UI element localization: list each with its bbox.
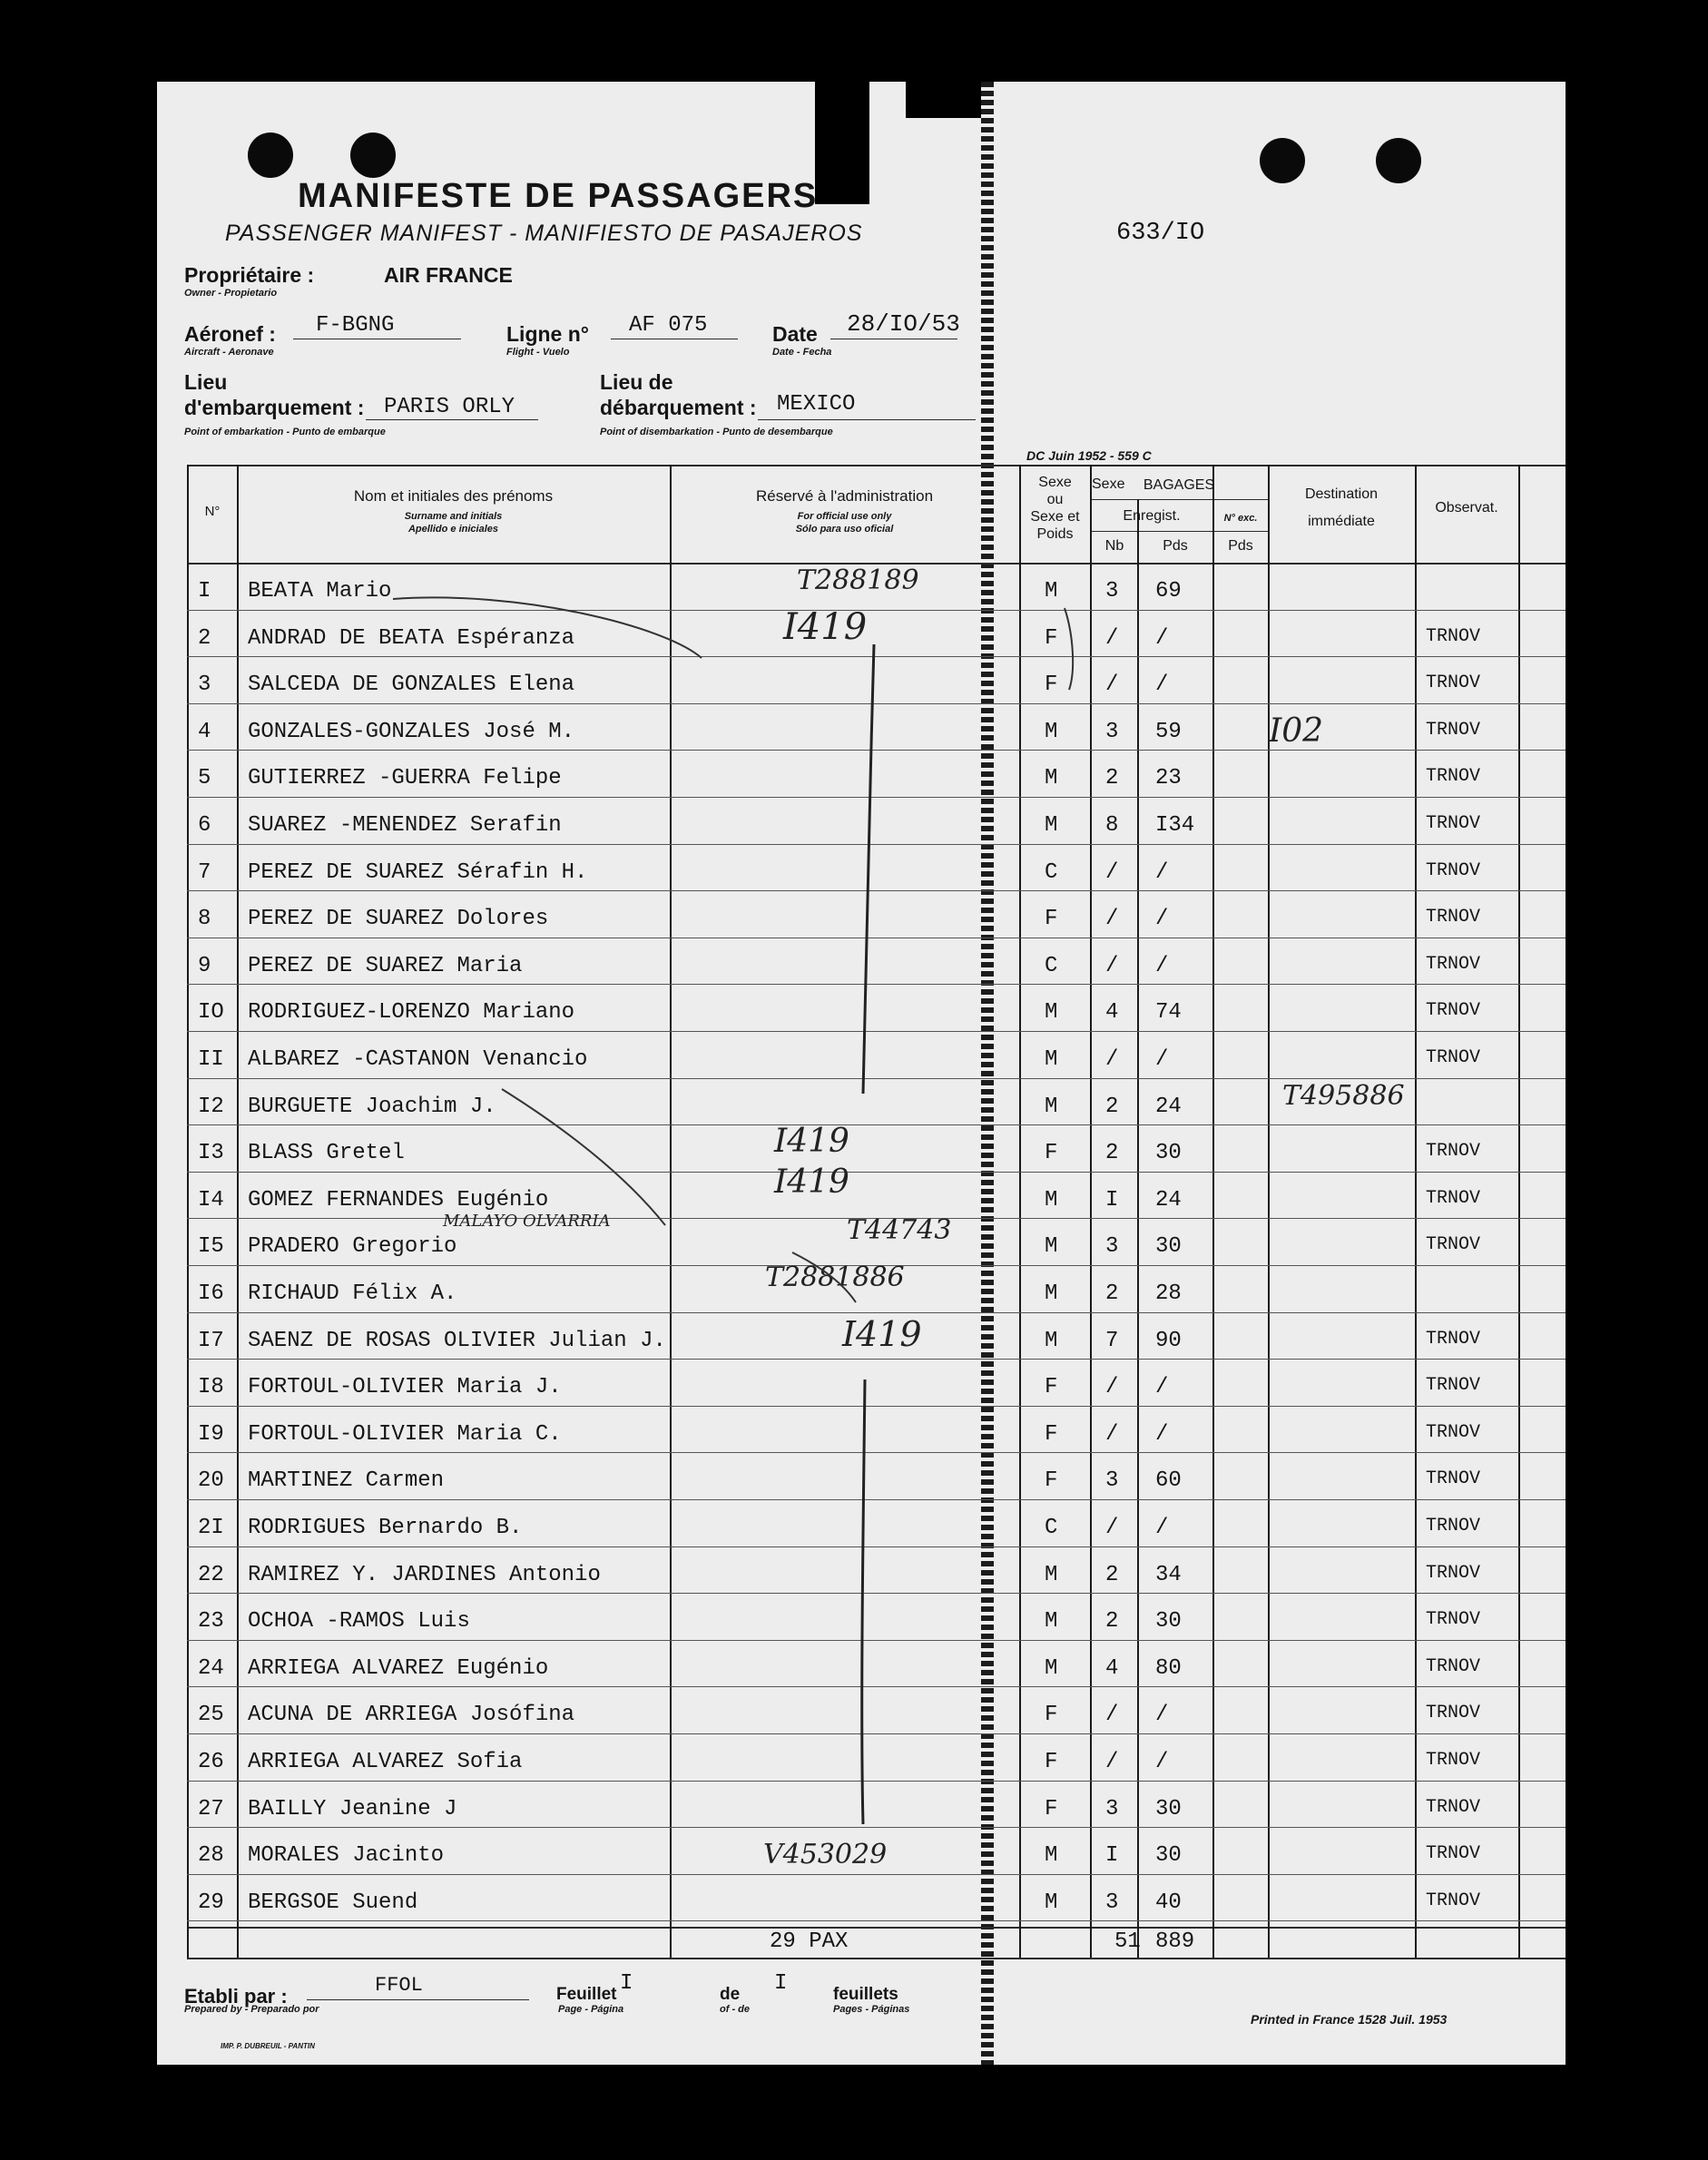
- observation: TRNOV: [1426, 1516, 1481, 1537]
- passenger-sex: M: [1045, 1047, 1058, 1072]
- observation: TRNOV: [1426, 1468, 1481, 1490]
- col-nb-header: Nb: [1104, 538, 1124, 554]
- passenger-sex: M: [1045, 1281, 1058, 1306]
- hand-note-t288189: T288189: [797, 565, 919, 596]
- passenger-sex: F: [1045, 1141, 1058, 1166]
- passenger-sex: M: [1045, 1187, 1058, 1213]
- baggage-weight: 69: [1155, 579, 1182, 604]
- passenger-sex: F: [1045, 1421, 1058, 1447]
- col-bagages-header: BAGAGES: [1143, 477, 1215, 493]
- embark-label-1: Lieu: [184, 370, 228, 394]
- passenger-name: BEATA Mario: [248, 579, 392, 604]
- prepared-value: FFOL: [375, 1974, 423, 1997]
- row-number: 9: [198, 953, 211, 978]
- baggage-count: I: [1105, 1187, 1119, 1213]
- baggage-count: /: [1105, 1750, 1119, 1774]
- baggage-weight: /: [1155, 1421, 1169, 1447]
- passenger-name: ARRIEGA ALVAREZ Eugénio: [248, 1655, 549, 1681]
- passenger-name: ALBAREZ -CASTANON Venancio: [248, 1047, 588, 1072]
- baggage-count: /: [1105, 625, 1119, 651]
- baggage-weight: 34: [1155, 1562, 1182, 1587]
- pax-total: 29 PAX: [770, 1929, 849, 1954]
- baggage-count: 2: [1105, 1562, 1119, 1587]
- baggage-weight: I34: [1155, 813, 1195, 838]
- hand-note-i419-c: I419: [774, 1163, 849, 1201]
- baggage-weight: 30: [1155, 1234, 1182, 1260]
- hand-note-i02: I02: [1269, 712, 1324, 750]
- observation: TRNOV: [1426, 673, 1481, 694]
- passenger-name: GOMEZ FERNANDES Eugénio: [248, 1187, 549, 1213]
- baggage-weight: 80: [1155, 1655, 1182, 1681]
- col-sex-header-3: Sexe et: [1030, 509, 1080, 525]
- passenger-name: RODRIGUES Bernardo B.: [248, 1516, 523, 1540]
- hand-vertical-strokes: [157, 82, 1566, 2065]
- col-dest-header-1: Destination: [1304, 486, 1379, 502]
- row-number: 28: [198, 1843, 224, 1869]
- passenger-name: SALCEDA DE GONZALES Elena: [248, 673, 575, 698]
- baggage-weight: 30: [1155, 1141, 1182, 1166]
- row-number: 29: [198, 1890, 224, 1915]
- of-value: I: [774, 1971, 788, 1996]
- baggage-count: 3: [1105, 1796, 1119, 1821]
- passenger-sex: M: [1045, 1234, 1058, 1260]
- passenger-sex: F: [1045, 625, 1058, 651]
- date-sub: Date - Fecha: [772, 347, 832, 358]
- observation: TRNOV: [1426, 1000, 1481, 1022]
- baggage-count: 7: [1105, 1328, 1119, 1353]
- observation: TRNOV: [1426, 1890, 1481, 1911]
- baggage-weight-total: 889: [1155, 1929, 1195, 1954]
- hand-note-t495886: T495886: [1282, 1080, 1405, 1112]
- baggage-count: 2: [1105, 766, 1119, 791]
- baggage-weight: 74: [1155, 1000, 1182, 1026]
- passenger-name: RICHAUD Félix A.: [248, 1281, 457, 1306]
- sheet-label: Feuillet: [556, 1985, 617, 2004]
- observation: TRNOV: [1426, 1655, 1481, 1677]
- col-enreg-header: Enregist.: [1123, 508, 1181, 524]
- baggage-count: /: [1105, 953, 1119, 978]
- passenger-name: PEREZ DE SUAREZ Sérafin H.: [248, 859, 588, 885]
- row-number: I2: [198, 1094, 224, 1119]
- hand-note-i419-b: I419: [774, 1123, 849, 1160]
- baggage-count: 4: [1105, 1000, 1119, 1026]
- observation: TRNOV: [1426, 1234, 1481, 1256]
- observation: TRNOV: [1426, 1187, 1481, 1209]
- baggage-count: /: [1105, 907, 1119, 932]
- flight-label: Ligne n°: [506, 322, 589, 346]
- observation: TRNOV: [1426, 1750, 1481, 1771]
- row-number: I3: [198, 1141, 224, 1166]
- row-number: I6: [198, 1281, 224, 1306]
- col-name-header: Nom et initiales des prénoms: [353, 487, 554, 505]
- baggage-count: /: [1105, 1516, 1119, 1540]
- prepared-sub: Prepared by - Preparado por: [184, 2004, 319, 2015]
- owner-value: AIR FRANCE: [384, 263, 513, 287]
- hand-note-i419-d: I419: [842, 1314, 922, 1354]
- of-sub: of - de: [720, 2004, 750, 2015]
- passenger-sex: C: [1045, 859, 1058, 885]
- baggage-count: /: [1105, 1375, 1119, 1400]
- observation: TRNOV: [1426, 953, 1481, 975]
- passenger-sex: C: [1045, 1516, 1058, 1540]
- baggage-weight: /: [1155, 1703, 1169, 1728]
- baggage-count: I: [1105, 1843, 1119, 1869]
- passenger-sex: M: [1045, 1328, 1058, 1353]
- baggage-weight: 30: [1155, 1843, 1182, 1869]
- manifest-paper: MANIFESTE DE PASSAGERS PASSENGER MANIFEST - MANIFIESTO DE PASAJEROS 633/IO Propriétaire : AIR FRANCE Owner - Propietario Aéronef : F-BGNG Aircraft - Aeronave Ligne n° AF 075 Flight - Vuelo Date 28/IO/53 Date - Fecha Lieu d'embarquement : PARIS ORLY Point of embarkation - Punto de embarque Lieu de débarquement : MEXICO Point of disembarkation - Punto de desembarque DC Juin 1952 - 559 C N° Nom et initiales des prénoms Surname and initials Apellido e iniciales Réservé à l'administration For official use only Sólo para uso oficial Sexe Sexe ou Sexe et Poids BAGAGES Enregist. Nb Pds N° exc. Pds Destination immédiate Observat. I BEATA Mario M 3 69 2 ANDRAD DE BEATA Espéranza F / / TRNOV 3 SALCEDA DE GONZALES Elena F / / TRNOV 4 GONZALES-GONZALES José M. M 3 59 TRNOV 5 GUTIERREZ -GUERRA Felipe M 2 23 TRNOV 6 SUAREZ -MENENDEZ Serafin M 8 I34 TRNOV 7 PEREZ DE SUAREZ Sérafin H. C / / TRNOV 8 PEREZ DE SUAREZ Dolores F / / TRNOV 9 PEREZ DE SUAREZ Maria C / / TRNOV IO RODRIGUEZ-LORENZO Mariano M 4 74 TRNOV II ALBAREZ -CASTANON Venancio M / / TRNOV I2 BURGUETE Joachim J. M 2 24 I3 BLASS Gretel F 2 30 TRNOV I4 GOMEZ FERNANDES Eugénio M I 24 TRNOV I5 PRADERO Gregorio M 3 30 TRNOV I6 RICHAUD Félix A. M 2 28 I7 SAENZ DE ROSAS OLIVIER Julian J. M 7 90 TRNOV I8 FORTOUL-OLIVIER Maria J. F / / TRNOV I9 FORTOUL-OLIVIER Maria C. F / / TRNOV 20 MARTINEZ Carmen F 3 60 TRNOV 2I RODRIGUES Bernardo B. C / / TRNOV 22 RAMIREZ Y. JARDINES Antonio M 2 34 TRNOV 23 OCHOA -RAMOS Luis M 2 30 TRNOV 24 ARRIEGA ALVAREZ Eugénio M 4 80 TRNOV 25 ACUNA DE ARRIEGA Josófina F / / TRNOV 26 ARRIEGA ALVAREZ Sofia F / / TRNOV 27 BAILLY Jeanine J F 3 30 TRNOV 28 MORALES Jacinto M I 30 TRNOV 29 BERGSOE Suend M 3 40 TRNOV T288189 I419 I02 T495886 I419 I419 T44743 MALAYO OLVARRIA T2881886 I419 V453029 29 PAX 51 889 Etabli par : FFOL Prepared by - Preparado por Feuillet I Page - Página de I of - de feuillets Pages - Páginas IMP. P. DUBREUIL - PANTIN Printed in France 1528 Juil. 1953: [157, 82, 1566, 2065]
- aircraft-value: F-BGNG: [316, 313, 395, 338]
- form-subtitle: PASSENGER MANIFEST - MANIFIESTO DE PASAJEROS: [225, 221, 863, 246]
- disembark-sub: Point of disembarkation - Punto de desembarque: [600, 427, 833, 437]
- passenger-sex: M: [1045, 1094, 1058, 1119]
- col-admin-header: Réservé à l'administration: [755, 487, 934, 505]
- observation: TRNOV: [1426, 1375, 1481, 1397]
- reference-number: 633/IO: [1116, 220, 1205, 247]
- observation: TRNOV: [1426, 1328, 1481, 1350]
- baggage-count-total: 51: [1114, 1929, 1141, 1954]
- passenger-sex: M: [1045, 1890, 1058, 1915]
- passenger-name: RODRIGUEZ-LORENZO Mariano: [248, 1000, 575, 1026]
- baggage-weight: 60: [1155, 1468, 1182, 1494]
- baggage-count: 3: [1105, 1234, 1119, 1260]
- passenger-name: ACUNA DE ARRIEGA Josófina: [248, 1703, 575, 1728]
- baggage-count: 3: [1105, 719, 1119, 744]
- passenger-name: BAILLY Jeanine J: [248, 1796, 457, 1821]
- baggage-count: 2: [1105, 1281, 1119, 1306]
- row-number: 7: [198, 859, 211, 885]
- row-number: I8: [198, 1375, 224, 1400]
- baggage-count: 2: [1105, 1141, 1119, 1166]
- baggage-count: 3: [1105, 1890, 1119, 1915]
- baggage-weight: /: [1155, 1750, 1169, 1774]
- baggage-weight: 90: [1155, 1328, 1182, 1353]
- baggage-weight: 40: [1155, 1890, 1182, 1915]
- observation: TRNOV: [1426, 859, 1481, 881]
- observation: TRNOV: [1426, 1562, 1481, 1584]
- passenger-name: MORALES Jacinto: [248, 1843, 445, 1869]
- passenger-name: FORTOUL-OLIVIER Maria C.: [248, 1421, 562, 1447]
- embark-label-2: d'embarquement :: [184, 396, 365, 419]
- passenger-name: FORTOUL-OLIVIER Maria J.: [248, 1375, 562, 1400]
- col-nexc-header: N° exc.: [1223, 513, 1258, 524]
- baggage-weight: 24: [1155, 1187, 1182, 1213]
- baggage-weight: 23: [1155, 766, 1182, 791]
- disembark-value: MEXICO: [777, 392, 856, 417]
- baggage-count: 2: [1105, 1094, 1119, 1119]
- row-number: I4: [198, 1187, 224, 1213]
- row-number: 25: [198, 1703, 224, 1728]
- row-number: 26: [198, 1750, 224, 1774]
- disembark-label-1: Lieu de: [600, 370, 673, 394]
- passenger-sex: M: [1045, 1655, 1058, 1681]
- embark-value: PARIS ORLY: [384, 395, 515, 419]
- observation: TRNOV: [1426, 1421, 1481, 1443]
- baggage-weight: 24: [1155, 1094, 1182, 1119]
- baggage-weight: /: [1155, 907, 1169, 932]
- row-number: 8: [198, 907, 211, 932]
- row-number: 22: [198, 1562, 224, 1587]
- hand-note-t44743: T44743: [847, 1214, 952, 1246]
- sheets-label: feuillets: [833, 1985, 898, 2004]
- hand-note-t2881886: T2881886: [765, 1262, 905, 1293]
- observation: TRNOV: [1426, 1141, 1481, 1163]
- sheets-sub: Pages - Páginas: [833, 2004, 910, 2015]
- observation: TRNOV: [1426, 1047, 1481, 1068]
- flight-sub: Flight - Vuelo: [506, 347, 570, 358]
- baggage-count: /: [1105, 859, 1119, 885]
- date-label: Date: [772, 322, 818, 346]
- row-number: 20: [198, 1468, 224, 1494]
- flight-value: AF 075: [629, 313, 708, 338]
- owner-sub: Owner - Propietario: [184, 288, 278, 299]
- passenger-name: PEREZ DE SUAREZ Maria: [248, 953, 523, 978]
- hand-note-i419-a: I419: [783, 606, 868, 648]
- passenger-sex: F: [1045, 1796, 1058, 1821]
- row-number: I7: [198, 1328, 224, 1353]
- baggage-weight: 28: [1155, 1281, 1182, 1306]
- disembark-label-2: débarquement :: [600, 396, 757, 419]
- passenger-sex: M: [1045, 579, 1058, 604]
- observation: TRNOV: [1426, 766, 1481, 788]
- baggage-count: /: [1105, 1047, 1119, 1072]
- passenger-sex: F: [1045, 1750, 1058, 1774]
- row-number: 27: [198, 1796, 224, 1821]
- date-value: 28/IO/53: [847, 310, 960, 338]
- row-number: 6: [198, 813, 211, 838]
- passenger-sex: F: [1045, 907, 1058, 932]
- row-number: 3: [198, 673, 211, 698]
- observation: TRNOV: [1426, 719, 1481, 741]
- baggage-weight: 30: [1155, 1609, 1182, 1635]
- passenger-name: PRADERO Gregorio: [248, 1234, 457, 1260]
- row-number: 24: [198, 1655, 224, 1681]
- passenger-sex: M: [1045, 719, 1058, 744]
- passenger-name: GONZALES-GONZALES José M.: [248, 719, 575, 744]
- col-name-sub1: Surname and initials: [404, 511, 503, 522]
- baggage-weight: /: [1155, 859, 1169, 885]
- col-dest-header-2: immédiate: [1308, 514, 1375, 529]
- form-title: MANIFESTE DE PASSAGERS: [298, 177, 819, 215]
- baggage-weight: /: [1155, 1047, 1169, 1072]
- passenger-sex: M: [1045, 1562, 1058, 1587]
- passenger-name: OCHOA -RAMOS Luis: [248, 1609, 470, 1635]
- prepared-label: Etabli par :: [184, 1985, 288, 2008]
- col-name-sub2: Apellido e iniciales: [407, 524, 499, 535]
- row-number: 4: [198, 719, 211, 744]
- col-pds-header: Pds: [1163, 538, 1188, 554]
- row-number: 23: [198, 1609, 224, 1635]
- passenger-name: SAENZ DE ROSAS OLIVIER Julian J.: [248, 1328, 666, 1353]
- baggage-count: 4: [1105, 1655, 1119, 1681]
- baggage-count: /: [1105, 1703, 1119, 1728]
- row-number: IO: [198, 1000, 224, 1026]
- form-code: DC Juin 1952 - 559 C: [1026, 448, 1152, 463]
- passenger-sex: F: [1045, 1375, 1058, 1400]
- observation: TRNOV: [1426, 907, 1481, 928]
- passenger-sex: M: [1045, 1843, 1058, 1869]
- passenger-sex: M: [1045, 813, 1058, 838]
- hand-note-malayo: MALAYO OLVARRIA: [443, 1212, 611, 1231]
- sheet-value: I: [620, 1971, 633, 1996]
- col-pds2-header: Pds: [1228, 538, 1253, 554]
- row-number: 2I: [198, 1516, 224, 1540]
- baggage-weight: /: [1155, 1516, 1169, 1540]
- baggage-weight: /: [1155, 1375, 1169, 1400]
- row-number: I9: [198, 1421, 224, 1447]
- sheet-sub: Page - Página: [558, 2004, 624, 2015]
- observation: TRNOV: [1426, 1609, 1481, 1631]
- baggage-count: /: [1105, 1421, 1119, 1447]
- row-number: I: [198, 579, 211, 604]
- baggage-weight: 30: [1155, 1796, 1182, 1821]
- observation: TRNOV: [1426, 1703, 1481, 1724]
- aircraft-sub: Aircraft - Aeronave: [184, 347, 274, 358]
- observation: TRNOV: [1426, 1843, 1481, 1865]
- aircraft-label: Aéronef :: [184, 322, 276, 346]
- passenger-name: BURGUETE Joachim J.: [248, 1094, 496, 1119]
- observation: TRNOV: [1426, 625, 1481, 647]
- owner-label: Propriétaire :: [184, 263, 315, 287]
- passenger-name: ANDRAD DE BEATA Espéranza: [248, 625, 575, 651]
- row-number: 2: [198, 625, 211, 651]
- passenger-sex: M: [1045, 1000, 1058, 1026]
- baggage-weight: /: [1155, 625, 1169, 651]
- baggage-count: 3: [1105, 579, 1119, 604]
- passenger-name: RAMIREZ Y. JARDINES Antonio: [248, 1562, 601, 1587]
- passenger-sex: F: [1045, 673, 1058, 698]
- passenger-sex: M: [1045, 766, 1058, 791]
- col-sex-header-2: ou: [1046, 492, 1064, 507]
- passenger-name: MARTINEZ Carmen: [248, 1468, 445, 1494]
- embark-sub: Point of embarkation - Punto de embarque: [184, 427, 386, 437]
- printed-in: Printed in France 1528 Juil. 1953: [1251, 2012, 1448, 2027]
- baggage-weight: /: [1155, 953, 1169, 978]
- of-label: de: [720, 1985, 741, 2004]
- col-sex-header-1: Sexe: [1038, 475, 1072, 490]
- col-no-header: N°: [204, 504, 221, 519]
- col-obs-header: Observat.: [1435, 500, 1498, 515]
- passenger-name: BERGSOE Suend: [248, 1890, 418, 1915]
- printer-name: IMP. P. DUBREUIL - PANTIN: [221, 2042, 315, 2050]
- hand-note-v453029: V453029: [763, 1839, 888, 1870]
- passenger-name: BLASS Gretel: [248, 1141, 405, 1166]
- passenger-sex: F: [1045, 1468, 1058, 1494]
- col-sex-header-4: Poids: [1036, 526, 1074, 542]
- baggage-count: /: [1105, 673, 1119, 698]
- baggage-count: 2: [1105, 1609, 1119, 1635]
- row-number: I5: [198, 1234, 224, 1260]
- row-number: II: [198, 1047, 224, 1072]
- col-admin-sub1: For official use only: [797, 511, 892, 522]
- observation: TRNOV: [1426, 1796, 1481, 1818]
- passenger-sex: F: [1045, 1703, 1058, 1728]
- row-number: 5: [198, 766, 211, 791]
- col-admin-sub2: Sólo para uso oficial: [795, 524, 894, 535]
- passenger-sex: M: [1045, 1609, 1058, 1635]
- passenger-name: PEREZ DE SUAREZ Dolores: [248, 907, 549, 932]
- passenger-name: SUAREZ -MENENDEZ Serafin: [248, 813, 562, 838]
- baggage-weight: /: [1155, 673, 1169, 698]
- passenger-sex: C: [1045, 953, 1058, 978]
- passenger-name: GUTIERREZ -GUERRA Felipe: [248, 766, 562, 791]
- baggage-count: 3: [1105, 1468, 1119, 1494]
- observation: TRNOV: [1426, 813, 1481, 834]
- baggage-weight: 59: [1155, 719, 1182, 744]
- baggage-count: 8: [1105, 813, 1119, 838]
- passenger-name: ARRIEGA ALVAREZ Sofia: [248, 1750, 523, 1774]
